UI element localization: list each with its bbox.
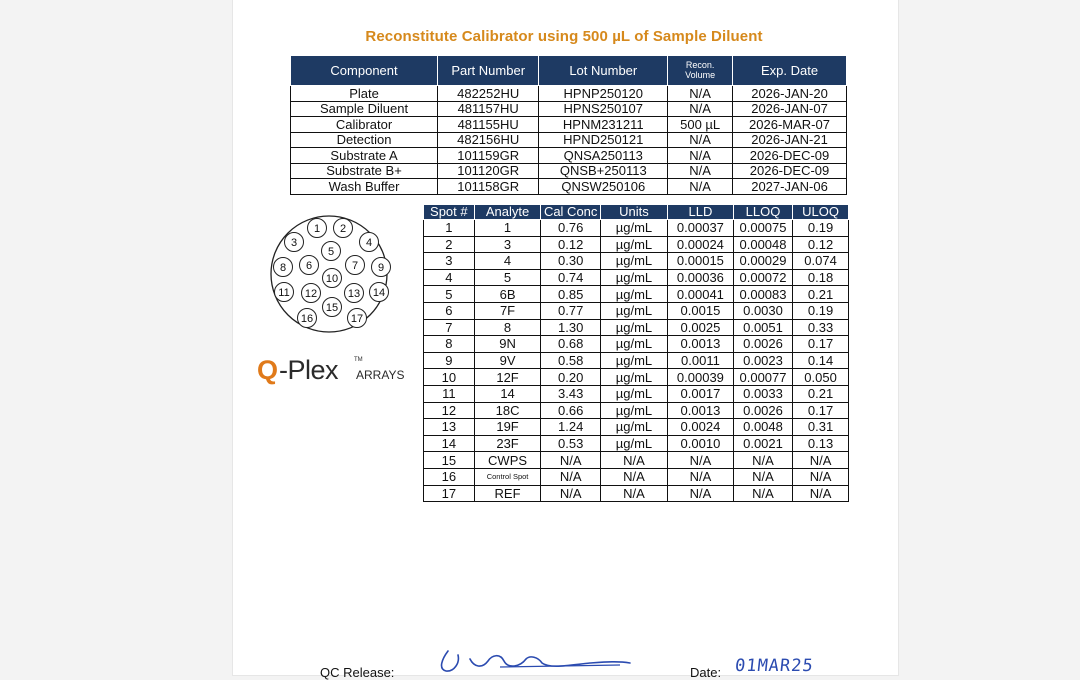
spot-cell-uloq: 0.050: [793, 369, 849, 386]
component-header-row: [291, 56, 847, 86]
spot-cell-uloq: N/A: [793, 452, 849, 469]
spot-cell-analyte: Control Spot: [474, 468, 541, 485]
spot-cell-analyte: 3: [474, 236, 541, 253]
spot-cell-units: N/A: [600, 485, 667, 502]
spot-cell-lloq: 0.00072: [733, 269, 792, 286]
spot-cell-units: N/A: [600, 452, 667, 469]
component-cell-exp-date: 2026-DEC-09: [733, 163, 847, 179]
spot-cell-cal-conc: 0.66: [541, 402, 600, 419]
component-cell-component: Substrate A: [291, 148, 438, 164]
spot-cell-uloq: 0.21: [793, 286, 849, 303]
component-cell-component: Plate: [291, 86, 438, 102]
spot-cell-units: µg/mL: [600, 269, 667, 286]
spot-cell-cal-conc: 0.77: [541, 302, 600, 319]
spot-label: 1: [313, 223, 321, 235]
component-row: [291, 101, 847, 117]
spot-cell-cal-conc: 0.12: [541, 236, 600, 253]
spot-cell-uloq: 0.074: [793, 253, 849, 270]
spot-cell-units: µg/mL: [600, 419, 667, 436]
spot-cell-spot: 2: [424, 236, 475, 253]
component-cell-component: Detection: [291, 132, 438, 148]
spot-cell-spot: 7: [424, 319, 475, 336]
spot-row: [424, 385, 849, 402]
component-cell-component: Substrate B+: [291, 163, 438, 179]
spot-cell-units: µg/mL: [600, 253, 667, 270]
spot-cell-lloq: 0.00029: [733, 253, 792, 270]
spot-cell-lld: 0.00015: [668, 253, 734, 270]
spot-cell-spot: 9: [424, 352, 475, 369]
component-cell-lot-number: QNSW250106: [539, 179, 668, 195]
spot-cell-uloq: 0.33: [793, 319, 849, 336]
component-row: [291, 132, 847, 148]
header-part-number: Part Number: [438, 56, 539, 86]
spot-cell-lloq: 0.0023: [733, 352, 792, 369]
spot-row: [424, 253, 849, 270]
spot-cell-lloq: 0.0026: [733, 402, 792, 419]
spot-label: 10: [325, 273, 339, 285]
spot-row: [424, 319, 849, 336]
component-cell-recon-volume: N/A: [668, 163, 733, 179]
spot-label: 7: [351, 260, 359, 272]
spot-cell-units: µg/mL: [600, 319, 667, 336]
header-recon-volume: Recon. Volume: [668, 56, 733, 86]
spot-cell-lld: 0.0025: [668, 319, 734, 336]
component-row: [291, 163, 847, 179]
spot-cell-cal-conc: 1.30: [541, 319, 600, 336]
spot-cell-lld: N/A: [668, 452, 734, 469]
component-cell-component: Wash Buffer: [291, 179, 438, 195]
spot-label: 2: [339, 223, 347, 235]
component-cell-lot-number: HPNM231211: [539, 117, 668, 133]
component-cell-part-number: 101120GR: [438, 163, 539, 179]
component-cell-lot-number: QNSB+250113: [539, 163, 668, 179]
spot-cell-units: µg/mL: [600, 236, 667, 253]
spot-label: 11: [278, 287, 290, 299]
spot-cell-uloq: 0.13: [793, 435, 849, 452]
spot-cell-analyte: 14: [474, 385, 541, 402]
spot-cell-lld: N/A: [668, 485, 734, 502]
spot-cell-uloq: 0.17: [793, 336, 849, 353]
spot-cell-analyte: 4: [474, 253, 541, 270]
spot-row: [424, 302, 849, 319]
qc-signature: [430, 645, 635, 675]
spot-cell-uloq: N/A: [793, 468, 849, 485]
spot-cell-lloq: 0.00075: [733, 220, 792, 237]
header-uloq: ULOQ: [793, 205, 849, 220]
component-row: [291, 148, 847, 164]
spot-cell-lld: 0.00039: [668, 369, 734, 386]
component-cell-exp-date: 2026-JAN-20: [733, 86, 847, 102]
component-row: [291, 179, 847, 195]
header-analyte: Analyte: [474, 205, 541, 220]
component-cell-lot-number: HPND250121: [539, 132, 668, 148]
spot-cell-spot: 1: [424, 220, 475, 237]
spot-row: [424, 352, 849, 369]
spot-cell-lld: 0.00037: [668, 220, 734, 237]
spot-cell-lloq: 0.00048: [733, 236, 792, 253]
spot-cell-cal-conc: 0.74: [541, 269, 600, 286]
spot-cell-units: µg/mL: [600, 385, 667, 402]
component-cell-part-number: 101159GR: [438, 148, 539, 164]
header-exp-date: Exp. Date: [733, 56, 847, 86]
component-cell-lot-number: HPNS250107: [539, 101, 668, 117]
spot-cell-lld: 0.0015: [668, 302, 734, 319]
component-cell-recon-volume: 500 µL: [668, 117, 733, 133]
spot-cell-lld: 0.00041: [668, 286, 734, 303]
spot-cell-cal-conc: 0.58: [541, 352, 600, 369]
header-units: Units: [600, 205, 667, 220]
q-plex-arrays-logo: [257, 355, 417, 389]
spot-cell-analyte: 6B: [474, 286, 541, 303]
component-cell-recon-volume: N/A: [668, 132, 733, 148]
spot-row: [424, 236, 849, 253]
spot-cell-analyte: 18C: [474, 402, 541, 419]
spot-cell-lld: 0.00024: [668, 236, 734, 253]
spot-cell-lld: 0.0013: [668, 402, 734, 419]
component-cell-part-number: 482252HU: [438, 86, 539, 102]
spot-cell-units: µg/mL: [600, 302, 667, 319]
spot-cell-lloq: 0.0048: [733, 419, 792, 436]
spot-cell-cal-conc: 1.24: [541, 419, 600, 436]
spot-cell-analyte: 23F: [474, 435, 541, 452]
spot-row: [424, 369, 849, 386]
spot-cell-units: µg/mL: [600, 286, 667, 303]
spot-cell-spot: 11: [424, 385, 475, 402]
component-cell-recon-volume: N/A: [668, 179, 733, 195]
spot-cell-spot: 13: [424, 419, 475, 436]
spot-cell-units: µg/mL: [600, 220, 667, 237]
spot-cell-spot: 14: [424, 435, 475, 452]
spot-cell-cal-conc: 0.68: [541, 336, 600, 353]
component-cell-exp-date: 2026-DEC-09: [733, 148, 847, 164]
spot-cell-spot: 4: [424, 269, 475, 286]
spot-cell-lloq: 0.00077: [733, 369, 792, 386]
spot-cell-analyte: 5: [474, 269, 541, 286]
component-cell-lot-number: QNSA250113: [539, 148, 668, 164]
spot-cell-lloq: N/A: [733, 485, 792, 502]
spot-cell-analyte: 12F: [474, 369, 541, 386]
header-lloq: LLOQ: [733, 205, 792, 220]
component-row: [291, 86, 847, 102]
spot-row: [424, 286, 849, 303]
spot-cell-cal-conc: N/A: [541, 468, 600, 485]
logo-trademark: TM: [354, 357, 363, 363]
spot-cell-spot: 12: [424, 402, 475, 419]
component-cell-part-number: 482156HU: [438, 132, 539, 148]
component-cell-exp-date: 2026-MAR-07: [733, 117, 847, 133]
spot-cell-lld: 0.0010: [668, 435, 734, 452]
spot-label: 16: [300, 313, 314, 325]
spot-label: 17: [350, 313, 364, 325]
spot-cell-lld: N/A: [668, 468, 734, 485]
spot-cell-lld: 0.0024: [668, 419, 734, 436]
spot-cell-spot: 17: [424, 485, 475, 502]
spot-label: 4: [365, 237, 373, 249]
spot-cell-lloq: N/A: [733, 452, 792, 469]
spot-cell-units: µg/mL: [600, 369, 667, 386]
component-cell-component: Sample Diluent: [291, 101, 438, 117]
spot-cell-spot: 10: [424, 369, 475, 386]
spot-layout-diagram: [259, 211, 399, 337]
spot-cell-units: µg/mL: [600, 402, 667, 419]
spot-row: [424, 269, 849, 286]
spot-cell-spot: 8: [424, 336, 475, 353]
spot-header-row: [424, 205, 849, 220]
spot-cell-analyte: REF: [474, 485, 541, 502]
spot-row: [424, 220, 849, 237]
spot-cell-units: N/A: [600, 468, 667, 485]
spot-cell-units: µg/mL: [600, 336, 667, 353]
spot-cell-cal-conc: 0.30: [541, 253, 600, 270]
component-table: [290, 55, 847, 195]
spot-label: 15: [325, 302, 339, 314]
spot-cell-cal-conc: N/A: [541, 485, 600, 502]
spot-table: [423, 204, 849, 502]
spot-cell-spot: 16: [424, 468, 475, 485]
component-cell-recon-volume: N/A: [668, 86, 733, 102]
spot-cell-uloq: 0.14: [793, 352, 849, 369]
spot-cell-analyte: 9N: [474, 336, 541, 353]
spot-row: [424, 485, 849, 502]
spot-cell-units: µg/mL: [600, 435, 667, 452]
header-lot-number: Lot Number: [539, 56, 668, 86]
spot-cell-analyte: 9V: [474, 352, 541, 369]
spot-cell-lloq: 0.0021: [733, 435, 792, 452]
spot-cell-uloq: 0.12: [793, 236, 849, 253]
header-lld: LLD: [668, 205, 734, 220]
header-cal-conc: Cal Conc: [541, 205, 600, 220]
spot-cell-analyte: 7F: [474, 302, 541, 319]
component-cell-part-number: 481157HU: [438, 101, 539, 117]
component-cell-lot-number: HPNP250120: [539, 86, 668, 102]
spot-label: 14: [372, 287, 386, 299]
spot-label: 8: [279, 262, 287, 274]
spot-cell-analyte: 1: [474, 220, 541, 237]
spot-cell-spot: 6: [424, 302, 475, 319]
spot-cell-spot: 5: [424, 286, 475, 303]
spot-cell-cal-conc: 3.43: [541, 385, 600, 402]
spot-row: [424, 435, 849, 452]
spot-row: [424, 336, 849, 353]
header-spot: Spot #: [424, 205, 475, 220]
spot-row: [424, 419, 849, 436]
spot-cell-analyte: 19F: [474, 419, 541, 436]
component-cell-part-number: 101158GR: [438, 179, 539, 195]
spot-cell-uloq: 0.31: [793, 419, 849, 436]
spot-label: 13: [347, 288, 361, 300]
component-cell-recon-volume: N/A: [668, 148, 733, 164]
spot-cell-cal-conc: 0.20: [541, 369, 600, 386]
spot-cell-cal-conc: 0.85: [541, 286, 600, 303]
spot-cell-spot: 15: [424, 452, 475, 469]
spot-cell-analyte: CWPS: [474, 452, 541, 469]
logo-arrays: ARRAYS: [356, 368, 405, 382]
qc-release-label: QC Release:: [320, 665, 395, 680]
logo-q: Q: [257, 355, 279, 385]
component-cell-component: Calibrator: [291, 117, 438, 133]
component-cell-exp-date: 2026-JAN-21: [733, 132, 847, 148]
header-component: Component: [291, 56, 438, 86]
spot-label: 12: [304, 288, 318, 300]
component-row: [291, 117, 847, 133]
component-cell-part-number: 481155HU: [438, 117, 539, 133]
spot-cell-units: µg/mL: [600, 352, 667, 369]
spot-cell-lld: 0.0011: [668, 352, 734, 369]
spot-cell-uloq: 0.19: [793, 302, 849, 319]
spot-label: 6: [305, 260, 313, 272]
spot-row: [424, 452, 849, 469]
spot-cell-lloq: N/A: [733, 468, 792, 485]
spot-cell-uloq: 0.19: [793, 220, 849, 237]
spot-cell-lloq: 0.00083: [733, 286, 792, 303]
spot-cell-lld: 0.0013: [668, 336, 734, 353]
logo-plex: -Plex: [279, 355, 339, 385]
spot-cell-analyte: 8: [474, 319, 541, 336]
spot-cell-cal-conc: 0.76: [541, 220, 600, 237]
spot-cell-lloq: 0.0026: [733, 336, 792, 353]
spot-row: [424, 402, 849, 419]
spot-cell-lloq: 0.0033: [733, 385, 792, 402]
spot-cell-cal-conc: 0.53: [541, 435, 600, 452]
spot-row: [424, 468, 849, 485]
date-handwritten: 01MAR25: [733, 656, 815, 676]
spot-label: 9: [377, 262, 385, 274]
spot-cell-spot: 3: [424, 253, 475, 270]
date-label: Date:: [690, 665, 722, 680]
spot-cell-lloq: 0.0030: [733, 302, 792, 319]
spot-cell-cal-conc: N/A: [541, 452, 600, 469]
component-cell-exp-date: 2026-JAN-07: [733, 101, 847, 117]
component-cell-recon-volume: N/A: [668, 101, 733, 117]
spot-cell-uloq: N/A: [793, 485, 849, 502]
spot-label: 3: [290, 237, 298, 249]
spot-cell-uloq: 0.18: [793, 269, 849, 286]
spot-cell-uloq: 0.17: [793, 402, 849, 419]
spot-label: 5: [327, 246, 335, 258]
spot-cell-uloq: 0.21: [793, 385, 849, 402]
document-title: Reconstitute Calibrator using 500 µL of Sample Diluent: [365, 28, 763, 45]
component-cell-exp-date: 2027-JAN-06: [733, 179, 847, 195]
spot-cell-lld: 0.00036: [668, 269, 734, 286]
spot-cell-lloq: 0.0051: [733, 319, 792, 336]
spot-cell-lld: 0.0017: [668, 385, 734, 402]
